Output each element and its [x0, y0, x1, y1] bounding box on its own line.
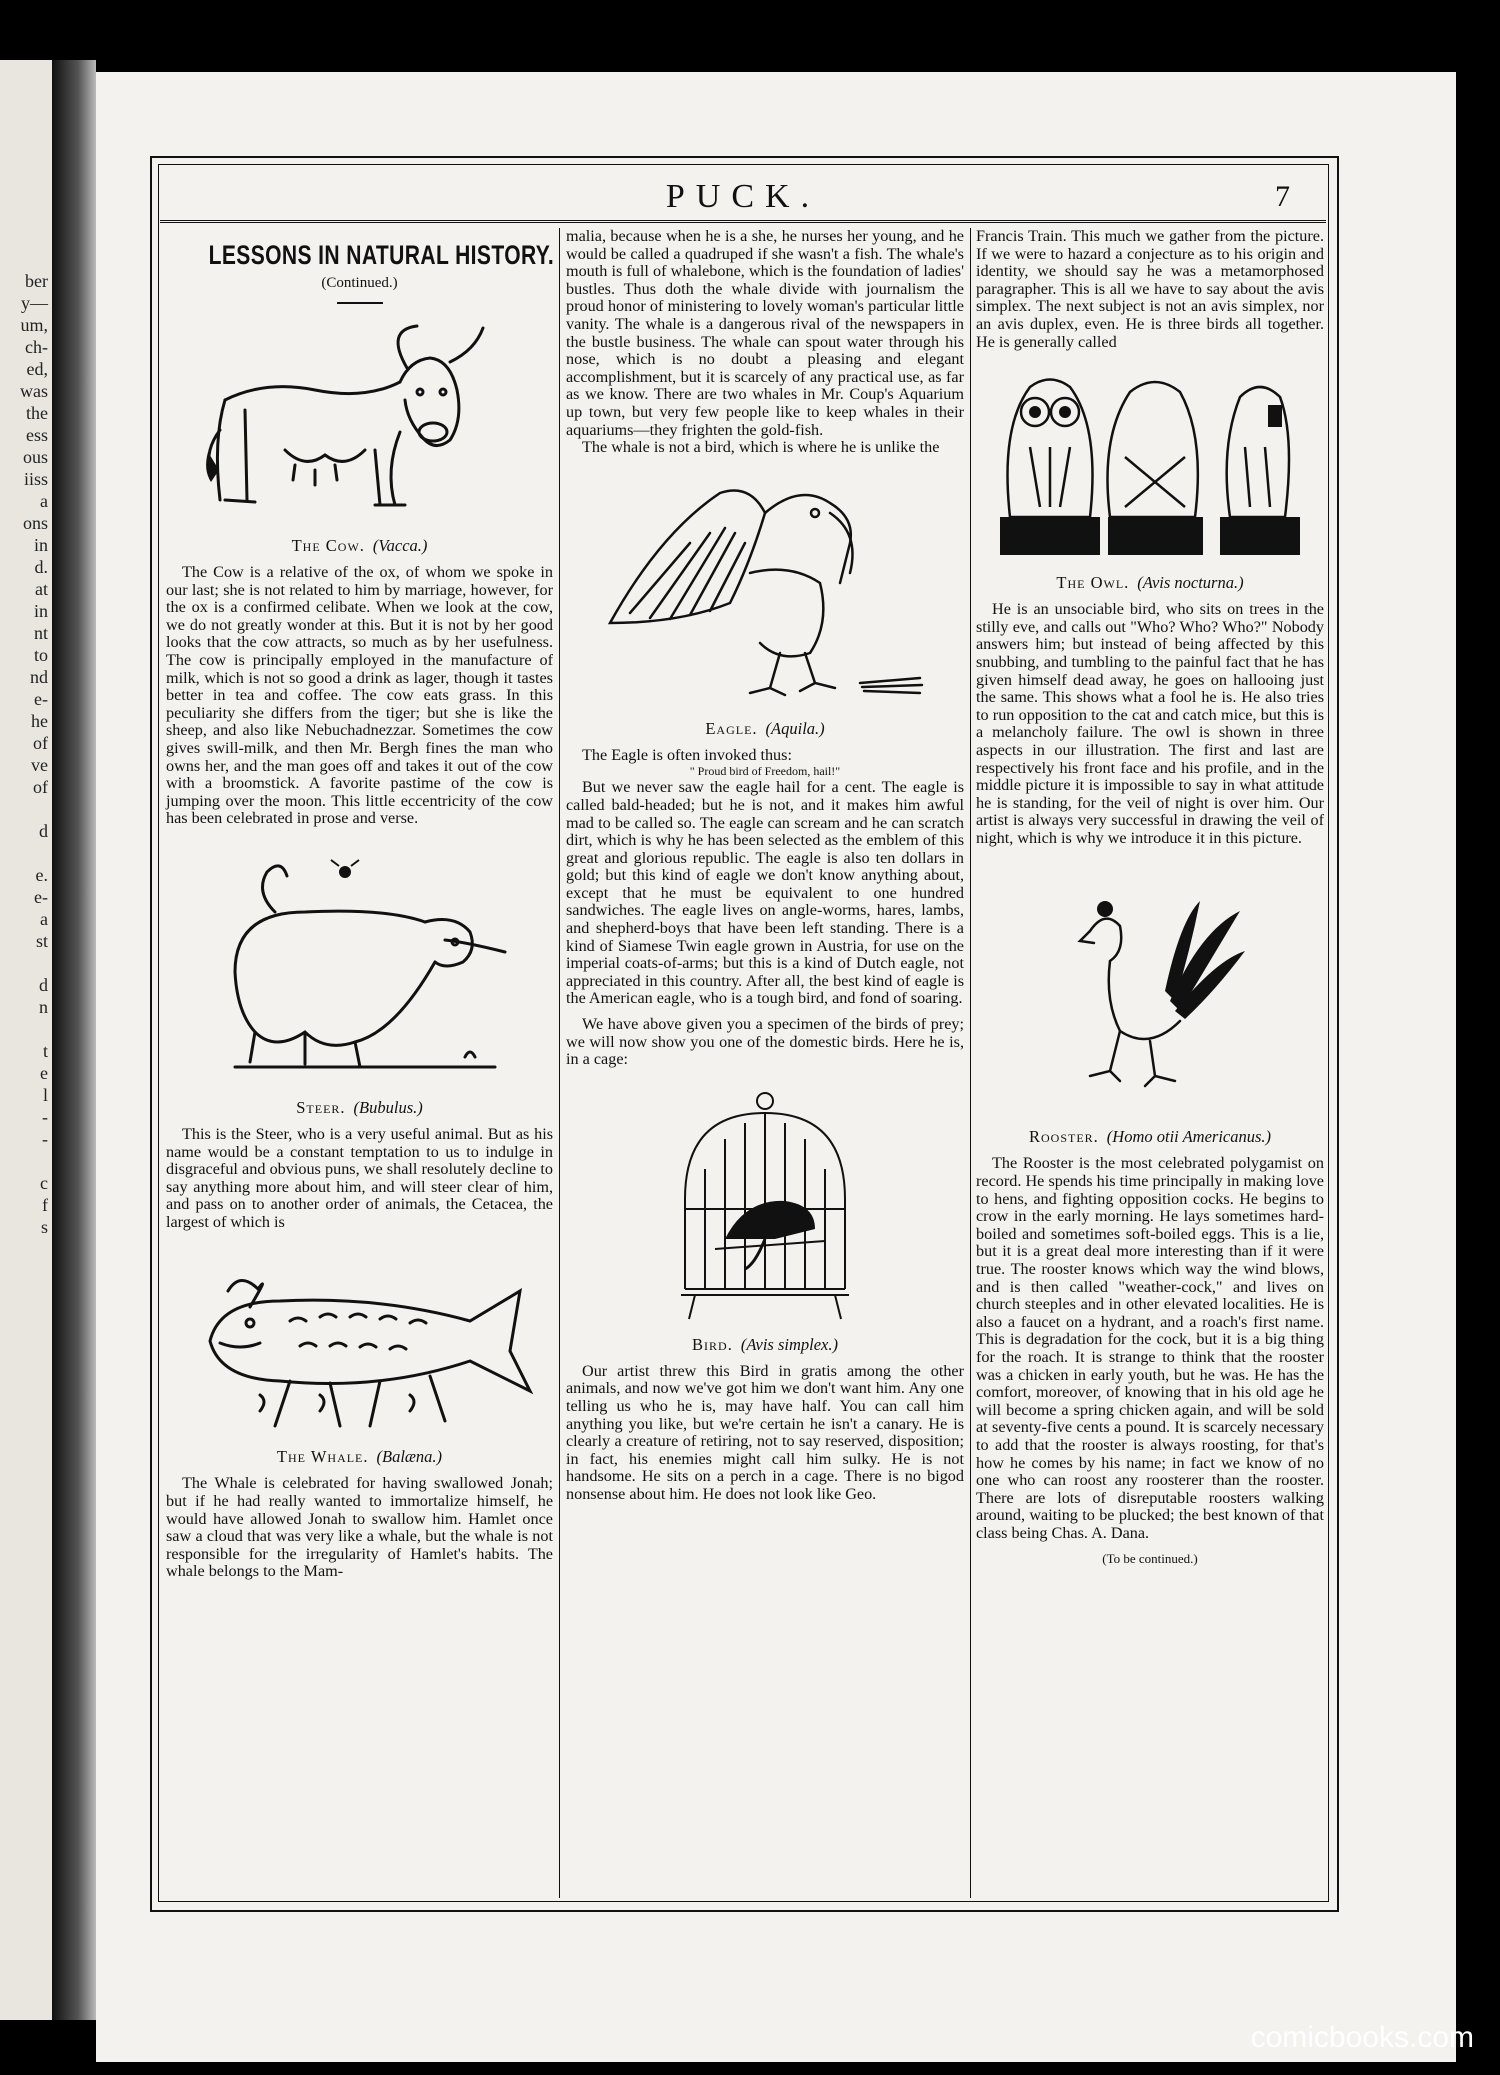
column-3: [976, 228, 1324, 1900]
masthead-title: PUCK.: [665, 178, 821, 215]
steer-paragraph: This is the Steer, who is a very useful animal. But as his name would be a constant temptation to us to indulge in disgraceful and obvious puns, we shall resolutely decline to say anything more about him, and will steer clear of him, and pass on to another order of animals, the Cetacea, the largest of which is: [166, 1124, 553, 1231]
article-subtitle: (Continued.): [321, 275, 398, 291]
steer-illustration: [195, 852, 525, 1092]
masthead: [160, 172, 1326, 223]
binding-gutter: [52, 60, 96, 2020]
column-rule-1: [559, 228, 560, 1898]
previous-page-edge: [0, 60, 52, 2020]
column-1: [166, 228, 553, 1900]
whale-caption: The Whale. (Balæna.): [276, 1447, 443, 1467]
title-rule: [337, 302, 383, 304]
whale-bird-paragraph: The whale is not a bird, which is where he is unlike the: [582, 438, 940, 457]
rooster-caption: Rooster. (Homo otii Americanus.): [1028, 1127, 1272, 1147]
eagle-quote: " Proud bird of Freedom, hail!": [689, 764, 841, 779]
train-paragraph: Francis Train. This much we gather from the picture. If we were to hazard a conjecture as to his origin and identity, we should say he was a metamorphosed paragrapher. This is all we have to say about the avis simplex. The next subject is not an avis simplex, nor an avis duplex, even. He is three birds all together. He is generally called: [976, 227, 1324, 351]
prey-paragraph: We have above given you a specimen of the birds of prey; we will now show you one of the domestic birds. Here he is, in a cage:: [566, 1015, 964, 1069]
eagle-caption: Eagle. (Aquila.): [705, 718, 825, 738]
site-watermark: comicbooks.com: [1250, 2021, 1474, 2054]
rooster-illustration: [1050, 891, 1250, 1121]
cow-paragraph: The Cow is a relative of the ox, of whom we spoke in our last; she is not related to him by marriage, however, for the ox is a confirmed celibate. When we look at the cow, we do not greatly wonder at this. But it is not by her good looks that the cow attracts, so much as by her usefulness. The cow is principally employed in the manufacture of milk, which is not so good a drink as lager, though it tastes better in tea and coffee. The cow eats grass. In this peculiarity she differs from the tiger; but she is like the sheep, and also like Nebuchadnezzar. Sometimes the cow gives swill-milk, and then Mr. Bergh fines the man who owns her, and the man goes off and takes it out of the cow with a broomstick. A favorite pastime of the cow is jumping over the moon. This little eccentricity of the cow has been celebrated in prose and verse.: [166, 563, 553, 828]
owl-caption: The Owl. (Avis nocturna.): [1056, 573, 1244, 593]
cow-caption: The Cow. (Vacca.): [291, 536, 428, 555]
steer-caption: Steer. (Bubulus.): [296, 1097, 423, 1117]
eagle-illustration: [600, 473, 930, 713]
owl-paragraph: He is an unsociable bird, who sits on trees in the stilly eve, and calls out "Who? Who? Who?" Nobody answers him; but instead of being affected by this snubbing, and tumbling to the painful fact that he has given himself dead away, he goes on hallooing just the same. This shows what a fool he is. He also tries to run opposition to the cat and catch mice, but this is a melancholy failure. The owl is shown in three aspects in our illustration. The first and last are respectively his front face and his profile, and in the middle picture it is impossible to say in what attitude he is standing, for the veil of night is over him. Our artist is always very successful in drawing the veil of night, which is why we introduce it in this picture.: [976, 600, 1324, 847]
column-2: [566, 228, 964, 1900]
rooster-paragraph: The Rooster is the most celebrated polygamist on record. He spends his time principally in making love to hens, and fighting opposition cocks. He begins to crow in the early morning. He lays sometimes hard-boiled and sometimes soft-boiled eggs. This is a lie, but it is a great deal more interesting than if it were true. The rooster knows which way the wind blows, and is then called "weather-cock," and lives on church steeples and in other elevated localities. He is also a faucet on a hydrant, and a roach's first name. This is degradation for the cock, but it is a big thing for the roach. It is strange to think that the rooster was a chicken in early youth, but he was. He has the comfort, moreover, of knowing that in his old age he will become a spring chicken again, and will be sold at seventy-five cents a pound. It is scarcely necessary to add that the rooster is always roosting, for that's how he comes by his name; in fact we know of no one who can roost any roosterer than the rooster. There are lots of disreputable roosters walking around, waiting to be plucked; the best known of that class being Chas. A. Dana.: [976, 1154, 1324, 1542]
previous-page-text: ber y— um, ch- ed, was the ess ous iiss a ons in d. at in nt to nd e- he of ve of d e. e- a st d n t e l - - c f s: [20, 271, 48, 1237]
to-be-continued: (To be continued.): [1102, 1550, 1198, 1566]
article-title: LESSONS IN NATURAL HISTORY.: [208, 240, 555, 270]
owl-illustration: [980, 367, 1320, 567]
whale-continued-paragraph: malia, because when he is a she, he nurses her young, and he would be called a quadruped if she wasn't a fish. The whale's mouth is full of whalebone, which is the foundation of ladies' bustles. Thus doth the whale divide with journalism the proud honor of ministering to lovely woman's particular little vanity. The whale is a dangerous rival of the newspapers in the bustle business. The whale can spout water through his nose, which is no doubt a pleasing and elegant accomplishment, but it is scarcely of any practical use, as far as we know. There are two whales in Mr. Coup's Aquarium up town, but very few people like to keep whales in their aquariums—they frighten the gold-fish.: [566, 227, 964, 439]
page-number: 7: [1275, 180, 1290, 213]
whale-illustration: [180, 1251, 540, 1441]
bird-caption: Bird. (Avis simplex.): [692, 1334, 838, 1354]
eagle-paragraph: But we never saw the eagle hail for a cent. The eagle is called bald-headed; but he is not, and it makes him awful mad to be called so. The eagle can scream and he can scratch dirt, which is why he has been selected as the emblem of this great and glorious republic. The eagle is also ten dollars in gold; but this kind of eagle we don't know anything about, except that he must be equivalent to one hundred sandwiches. The eagle lives on angle-worms, hares, lambs, and shepherd-boys that have been left standing. There is a kind of Siamese Twin eagle grown in Austria, for use on the imperial coats-of-arms; but this is a kind of Dutch eagle, not appreciated in this country. After all, the best kind of eagle is the American eagle, who is a tough bird, and fond of soaring.: [566, 778, 964, 1008]
whale-paragraph: The Whale is celebrated for having swallowed Jonah; but if he had really wanted to immortalize himself, he would have allowed Jonah to swallow him. Hamlet once saw a cloud that was very like a whale, but the whale is not responsible for the irregularity of Hamlet's habits. The whale belongs to the Mam-: [166, 1474, 553, 1581]
bird-paragraph: Our artist threw this Bird in gratis among the other animals, and now we've got him we don't want him. Any one telling us who he is, may have half. You can call him anything you like, but we're certain he isn't a canary. He is clearly a creature of retiring, not to say reserved, disposition; in fact, his enemies might call him sulky. He is not handsome. He sits on a perch in a cage. There is no bigod nonsense about him. He does not look like Geo.: [566, 1361, 964, 1503]
cow-illustration: [195, 320, 525, 530]
eagle-intro: The Eagle is often invoked thus:: [582, 745, 792, 764]
column-rule-2: [970, 228, 971, 1898]
bird-cage-illustration: [655, 1089, 875, 1329]
